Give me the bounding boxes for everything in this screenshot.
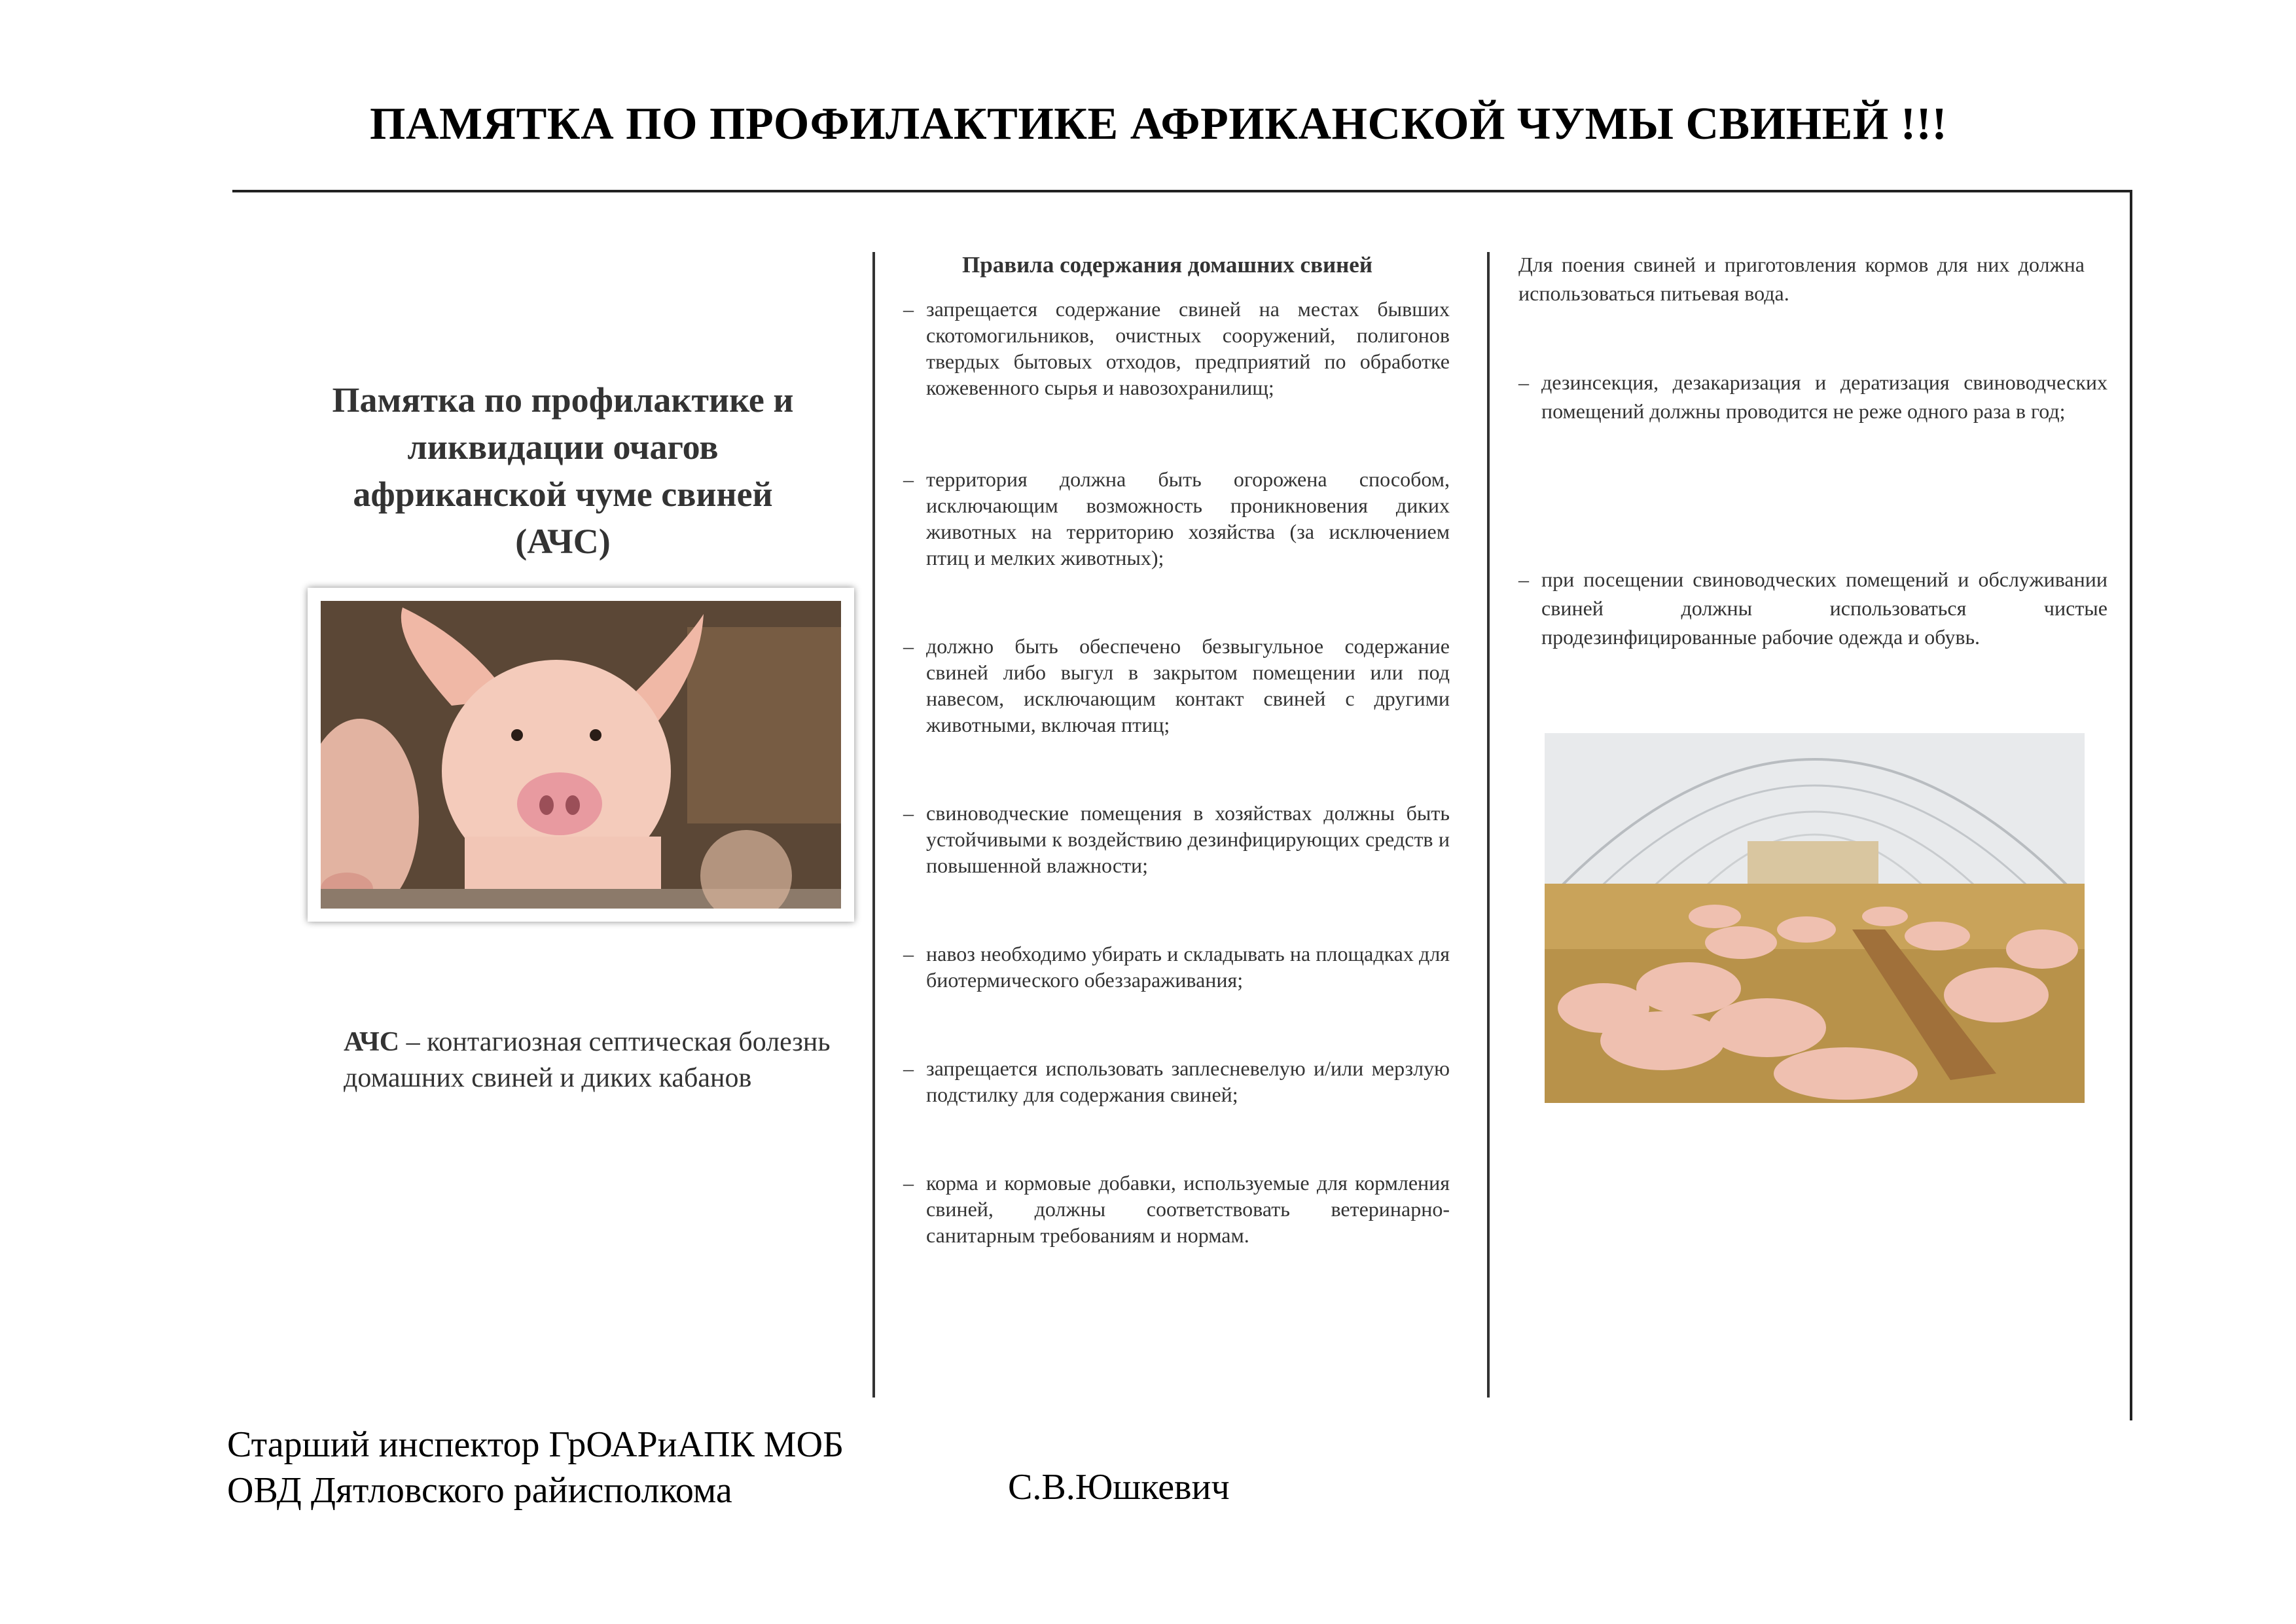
list-item: – запрещается содержание свиней на местах бывших скотомогильников, очистных сооружений, полигонов твердых бытовых отходов, предприятий по обработке кожевенного сырья и навозохранилищ; <box>903 296 1450 401</box>
asf-definition <box>344 1024 841 1096</box>
list-item: – свиноводческие помещения в хозяйствах должны быть устойчивыми к воздействию дезинфицирующих средств и повышенной влажности; <box>903 800 1450 878</box>
list-item: – территория должна быть огорожена способом, исключающим возможность проникновения диких животных на территорию хозяйства (за исключением птиц и мелких животных); <box>903 466 1450 571</box>
definition-text: – контагиозная септическая болезнь домашних свиней и диких кабанов <box>344 1027 831 1093</box>
list-item: – при посещении свиноводческих помещений и обслуживании свиней должны использоваться чистые продезинфицированные рабочие одежда и обувь. <box>1518 565 2108 651</box>
list-item: – дезинсекция, дезакаризация и дератизация свиноводческих помещений должны проводится не реже одного раза в год; <box>1518 368 2108 425</box>
pig-barn-photo <box>1545 733 2085 1103</box>
rules-heading: Правила содержания домашних свиней <box>962 252 1373 278</box>
footer-position: Старший инспектор ГрОАРиАПК МОБ <box>227 1424 844 1465</box>
rules-list <box>903 296 1450 1248</box>
pig-illustration <box>321 601 841 909</box>
right-border <box>2130 190 2132 1420</box>
signer-name: С.В.Юшкевич <box>1008 1467 1230 1507</box>
leaflet-heading-line: ликвидации очагов <box>407 427 719 467</box>
list-item: – корма и кормовые добавки, используемые для кормления свиней, должны соответствовать ветеринарно-санитарным требованиям и нормам. <box>903 1170 1450 1248</box>
list-item: – навоз необходимо убирать и складывать на площадках для биотермического обеззараживания; <box>903 941 1450 993</box>
leaflet-heading-line: африканской чуме свиней <box>353 475 773 514</box>
list-item: – запрещается использовать заплесневелую и/или мерзлую подстилку для содержания свиней; <box>903 1055 1450 1108</box>
top-divider <box>232 190 2130 192</box>
pig-photo <box>308 588 854 922</box>
list-item: – должно быть обеспечено безвыгульное содержание свиней либо выгул в закрытом помещении или под навесом, исключающим контакт свиней с другими животными, включая птиц; <box>903 633 1450 738</box>
column-divider-1 <box>872 252 875 1398</box>
leaflet-heading-line: (АЧС) <box>515 522 611 561</box>
definition-term: АЧС <box>344 1027 400 1057</box>
page-title: ПАМЯТКА ПО ПРОФИЛАКТИКЕ АФРИКАНСКОЙ ЧУМЫ СВИНЕЙ !!! <box>370 99 1948 149</box>
column-divider-2 <box>1487 252 1490 1398</box>
footer-organization: ОВД Дятловского райисполкома <box>227 1470 732 1511</box>
leaflet-heading <box>275 376 851 565</box>
leaflet-heading-line: Памятка по профилактике и <box>332 380 794 420</box>
water-note: Для поения свиней и приготовления кормов для них должна использоваться питьевая вода. <box>1518 253 2085 305</box>
